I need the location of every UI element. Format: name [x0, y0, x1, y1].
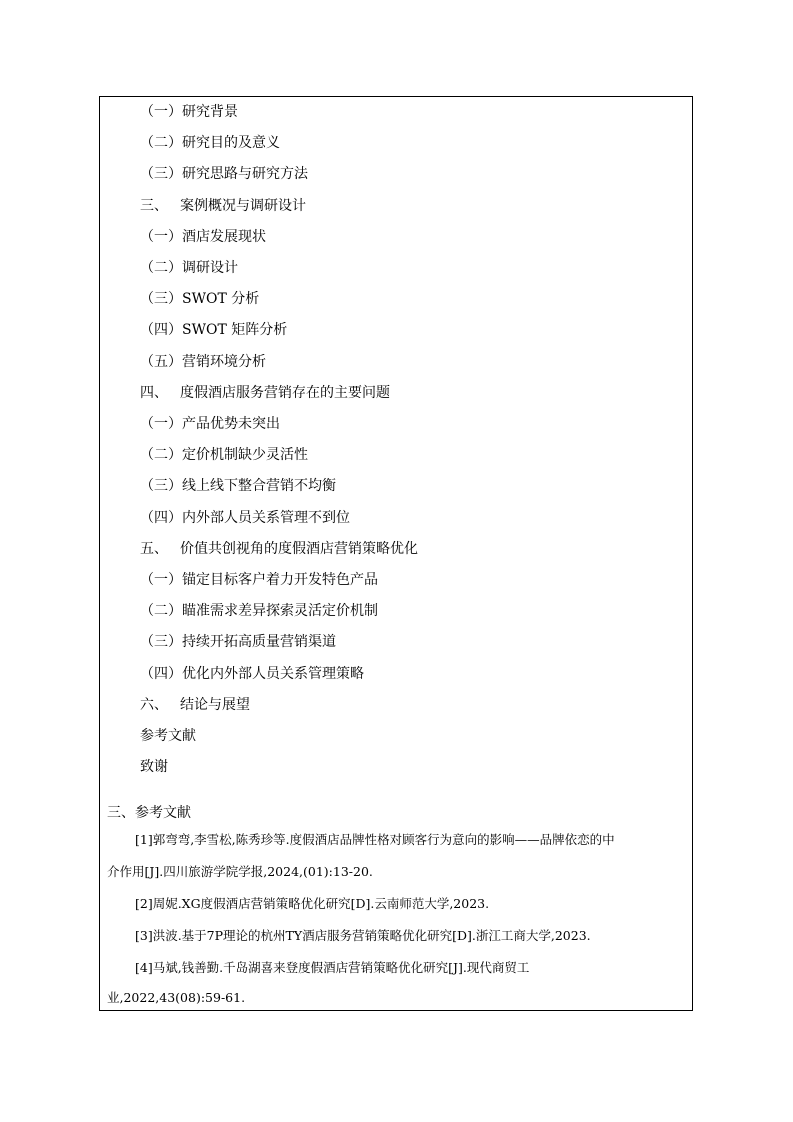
toc-chapter	[140, 540, 418, 558]
toc-item: （二）瞄准需求差异探索灵活定价机制	[140, 603, 378, 619]
chapter-title: 案例概况与调研设计	[180, 198, 306, 214]
chapter-title: 价值共创视角的度假酒店营销策略优化	[180, 541, 418, 557]
reference-line: [2]周妮.XG度假酒店营销策略优化研究[D].云南师范大学,2023.	[135, 896, 490, 911]
toc-item: （三）持续开拓高质量营销渠道	[140, 634, 336, 650]
reference-line: [1]郭弯弯,李雪松,陈秀珍等.度假酒店品牌性格对顾客行为意向的影响——品牌依恋的中	[135, 832, 615, 847]
toc-item: （一）产品优势未突出	[140, 416, 280, 432]
toc-item: （五）营销环境分析	[140, 354, 266, 370]
toc-item-acknowledgements: 致谢	[140, 759, 168, 775]
toc-item: （二）定价机制缺少灵活性	[140, 447, 308, 463]
reference-line: 业,2022,43(08):59-61.	[107, 990, 246, 1005]
chapter-title: 结论与展望	[180, 697, 250, 713]
chapter-number: 四、	[140, 385, 168, 401]
toc-chapter	[140, 197, 306, 215]
toc-chapter	[140, 696, 250, 714]
toc-item: （四）内外部人员关系管理不到位	[140, 510, 350, 526]
chapter-number: 五、	[140, 541, 168, 557]
reference-line: 介作用[J].四川旅游学院学报,2024,(01):13-20.	[107, 864, 373, 879]
toc-item: （一）酒店发展现状	[140, 229, 266, 245]
toc-item-references: 参考文献	[140, 728, 196, 744]
chapter-title: 度假酒店服务营销存在的主要问题	[180, 385, 390, 401]
toc-item: （四）优化内外部人员关系管理策略	[140, 666, 364, 682]
toc-item: （一）研究背景	[140, 104, 238, 120]
toc-item: （二）研究目的及意义	[140, 135, 280, 151]
toc-chapter	[140, 384, 390, 402]
reference-line: [3]洪波.基于7P理论的杭州TY酒店服务营销策略优化研究[D].浙江工商大学,2023.	[135, 928, 591, 943]
chapter-number: 六、	[140, 697, 168, 713]
toc-item: （三）SWOT 分析	[140, 291, 260, 307]
toc-item: （三）线上线下整合营销不均衡	[140, 478, 336, 494]
toc-item: （一）锚定目标客户着力开发特色产品	[140, 572, 378, 588]
chapter-number: 三、	[140, 198, 168, 214]
toc-item: （四）SWOT 矩阵分析	[140, 322, 288, 338]
reference-line: [4]马斌,钱善勤.千岛湖喜来登度假酒店营销策略优化研究[J].现代商贸工	[135, 960, 530, 975]
toc-item: （二）调研设计	[140, 260, 238, 276]
references-heading: 三、参考文献	[107, 805, 191, 821]
toc-item: （三）研究思路与研究方法	[140, 166, 308, 182]
